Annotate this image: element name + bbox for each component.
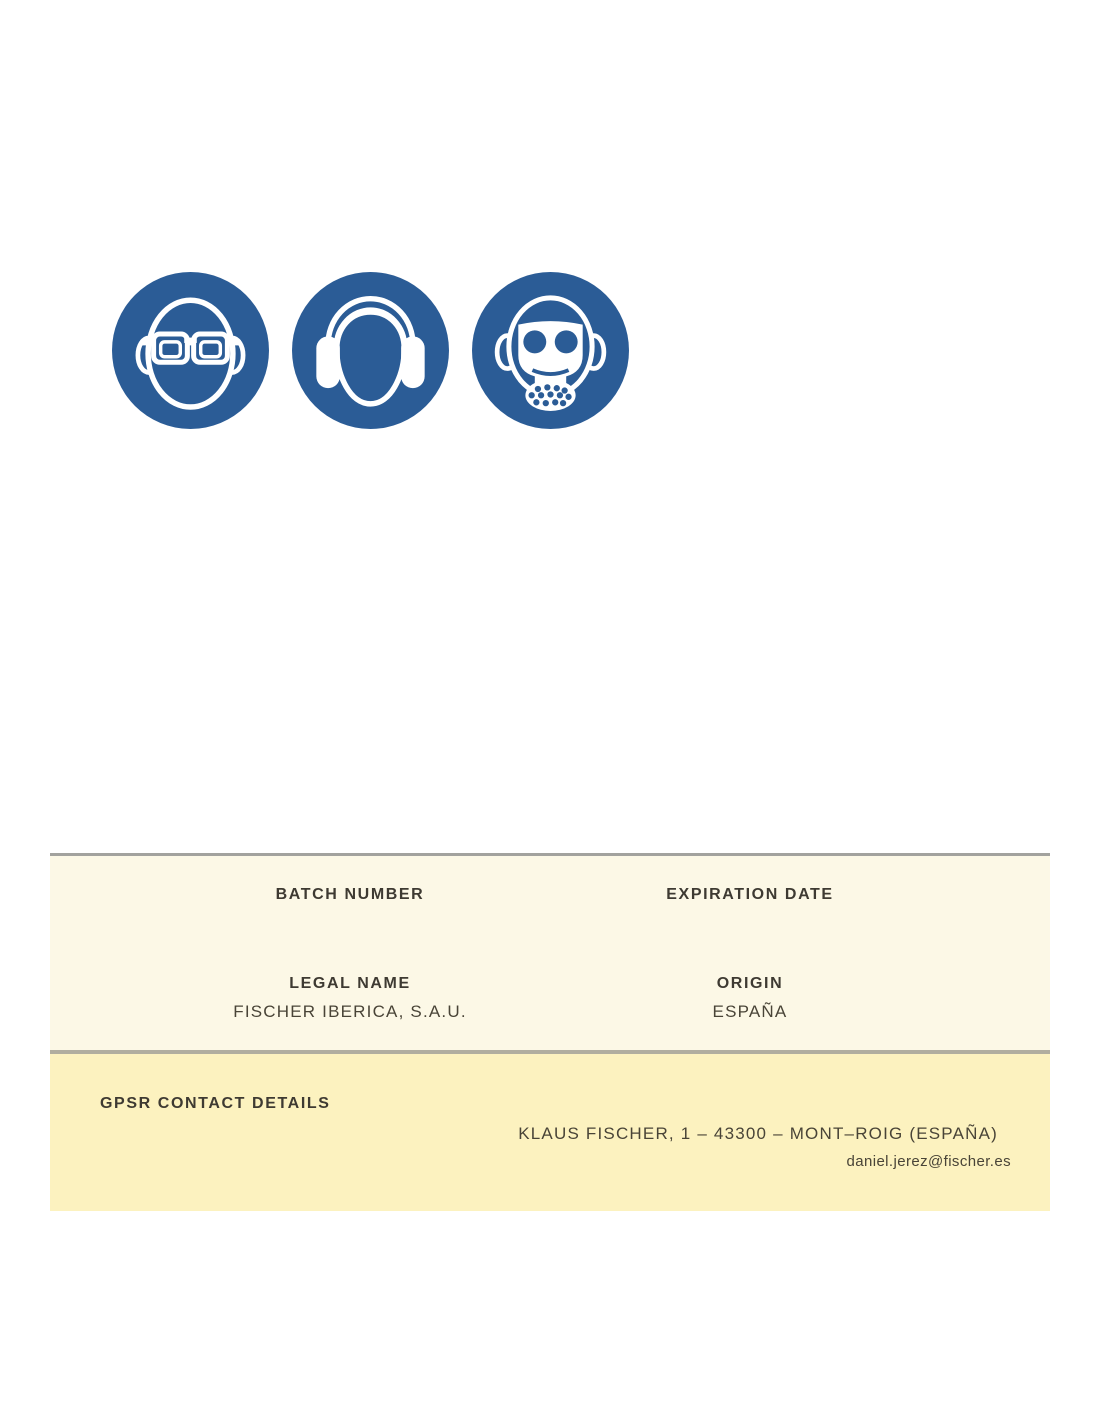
batch-info-section bbox=[50, 853, 1050, 1050]
gpsr-contact-title: GPSR CONTACT DETAILS bbox=[100, 1095, 331, 1112]
origin-value: ESPAÑA bbox=[712, 1002, 788, 1021]
gpsr-contact-address: KLAUS FISCHER, 1 – 43300 – MONT–ROIG (ESPAÑA) bbox=[518, 1124, 998, 1143]
legal-name-label: LEGAL NAME bbox=[289, 975, 411, 992]
expiration-date-label: EXPIRATION DATE bbox=[666, 886, 834, 903]
batch-number-label: BATCH NUMBER bbox=[275, 886, 425, 903]
gpsr-contact-section bbox=[50, 1050, 1050, 1211]
eye-protection-icon bbox=[112, 272, 269, 429]
safety-icons-row bbox=[112, 272, 629, 429]
respiratory-protection-icon bbox=[472, 272, 629, 429]
gpsr-contact-email: daniel.jerez@fischer.es bbox=[846, 1153, 1011, 1170]
legal-name-value: FISCHER IBERICA, S.A.U. bbox=[233, 1002, 467, 1021]
product-info-panel bbox=[50, 853, 1050, 1211]
ear-protection-icon bbox=[292, 272, 449, 429]
origin-label: ORIGIN bbox=[716, 975, 784, 992]
